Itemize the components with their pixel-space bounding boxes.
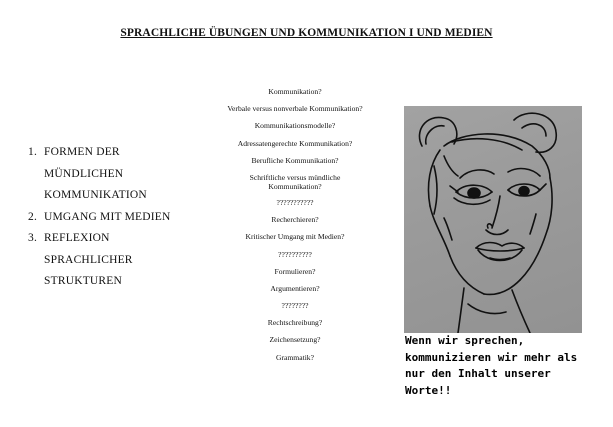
question-item xyxy=(205,251,385,268)
topic-line: REFLEXION xyxy=(44,232,110,244)
question-item xyxy=(205,319,385,336)
quote-caption xyxy=(405,333,605,399)
question-text: Rechtschreibung? xyxy=(267,318,323,328)
question-text: Argumentieren? xyxy=(270,283,320,293)
question-text: Schriftliche versus mündliche xyxy=(249,172,341,182)
caption-line: kommunizieren wir mehr als xyxy=(405,350,578,364)
question-text: Formulieren? xyxy=(274,266,316,276)
topic-item xyxy=(28,142,171,207)
question-text: Zeichensetzung? xyxy=(269,335,321,345)
topic-line: MÜNDLICHEN xyxy=(44,167,124,180)
topic-line: STRUKTUREN xyxy=(44,275,123,287)
caption-line: nur den Inhalt unserer xyxy=(405,367,551,380)
topic-list xyxy=(28,142,171,293)
question-item xyxy=(205,336,385,353)
question-list xyxy=(205,88,385,371)
question-item xyxy=(205,157,385,174)
question-item xyxy=(205,122,385,139)
line-drawing-face-icon xyxy=(404,106,582,333)
caption-line: Wenn wir sprechen, xyxy=(405,334,525,347)
question-text: ??????????? xyxy=(276,197,314,207)
question-text: Kommunikation? xyxy=(268,87,322,96)
question-text: Verbale versus nonverbale Kommunikation? xyxy=(227,104,363,114)
question-text: Kritischer Umgang mit Medien? xyxy=(245,232,345,242)
question-item xyxy=(205,233,385,250)
question-text: Kommunikation? xyxy=(268,181,322,191)
question-item xyxy=(205,199,385,216)
caption-line: Worte!! xyxy=(405,383,452,397)
question-item xyxy=(205,174,385,199)
face-drawing-image xyxy=(404,106,582,333)
question-item xyxy=(205,216,385,233)
question-item xyxy=(205,88,385,105)
question-item xyxy=(205,354,385,371)
question-item xyxy=(205,140,385,157)
topic-line: KOMMUNIKATION xyxy=(44,189,147,201)
question-text: ?????????? xyxy=(278,249,312,259)
topic-number: 1. xyxy=(28,146,38,158)
topic-line: SPRACHLICHER xyxy=(44,253,133,266)
question-text: ???????? xyxy=(281,301,309,311)
question-text: Recherchieren? xyxy=(271,215,319,225)
page-title: SPRACHLICHE ÜBUNGEN UND KOMMUNIKATION I UND MEDIEN xyxy=(120,27,493,39)
topic-line: FORMEN DER xyxy=(44,146,120,158)
topic-line: UMGANG MIT MEDIEN xyxy=(44,210,171,223)
question-text: Kommunikationsmodelle? xyxy=(254,121,336,131)
topic-item xyxy=(28,228,171,293)
question-item xyxy=(205,285,385,302)
question-item xyxy=(205,105,385,122)
question-text: Berufliche Kommunikation? xyxy=(251,155,339,165)
topic-number: 2. xyxy=(28,210,38,223)
question-item xyxy=(205,268,385,285)
question-text: Grammatik? xyxy=(276,352,314,362)
question-text: Adressatengerechte Kommunikation? xyxy=(237,138,353,148)
question-item xyxy=(205,302,385,319)
topic-item xyxy=(28,207,171,229)
topic-number: 3. xyxy=(28,232,38,244)
